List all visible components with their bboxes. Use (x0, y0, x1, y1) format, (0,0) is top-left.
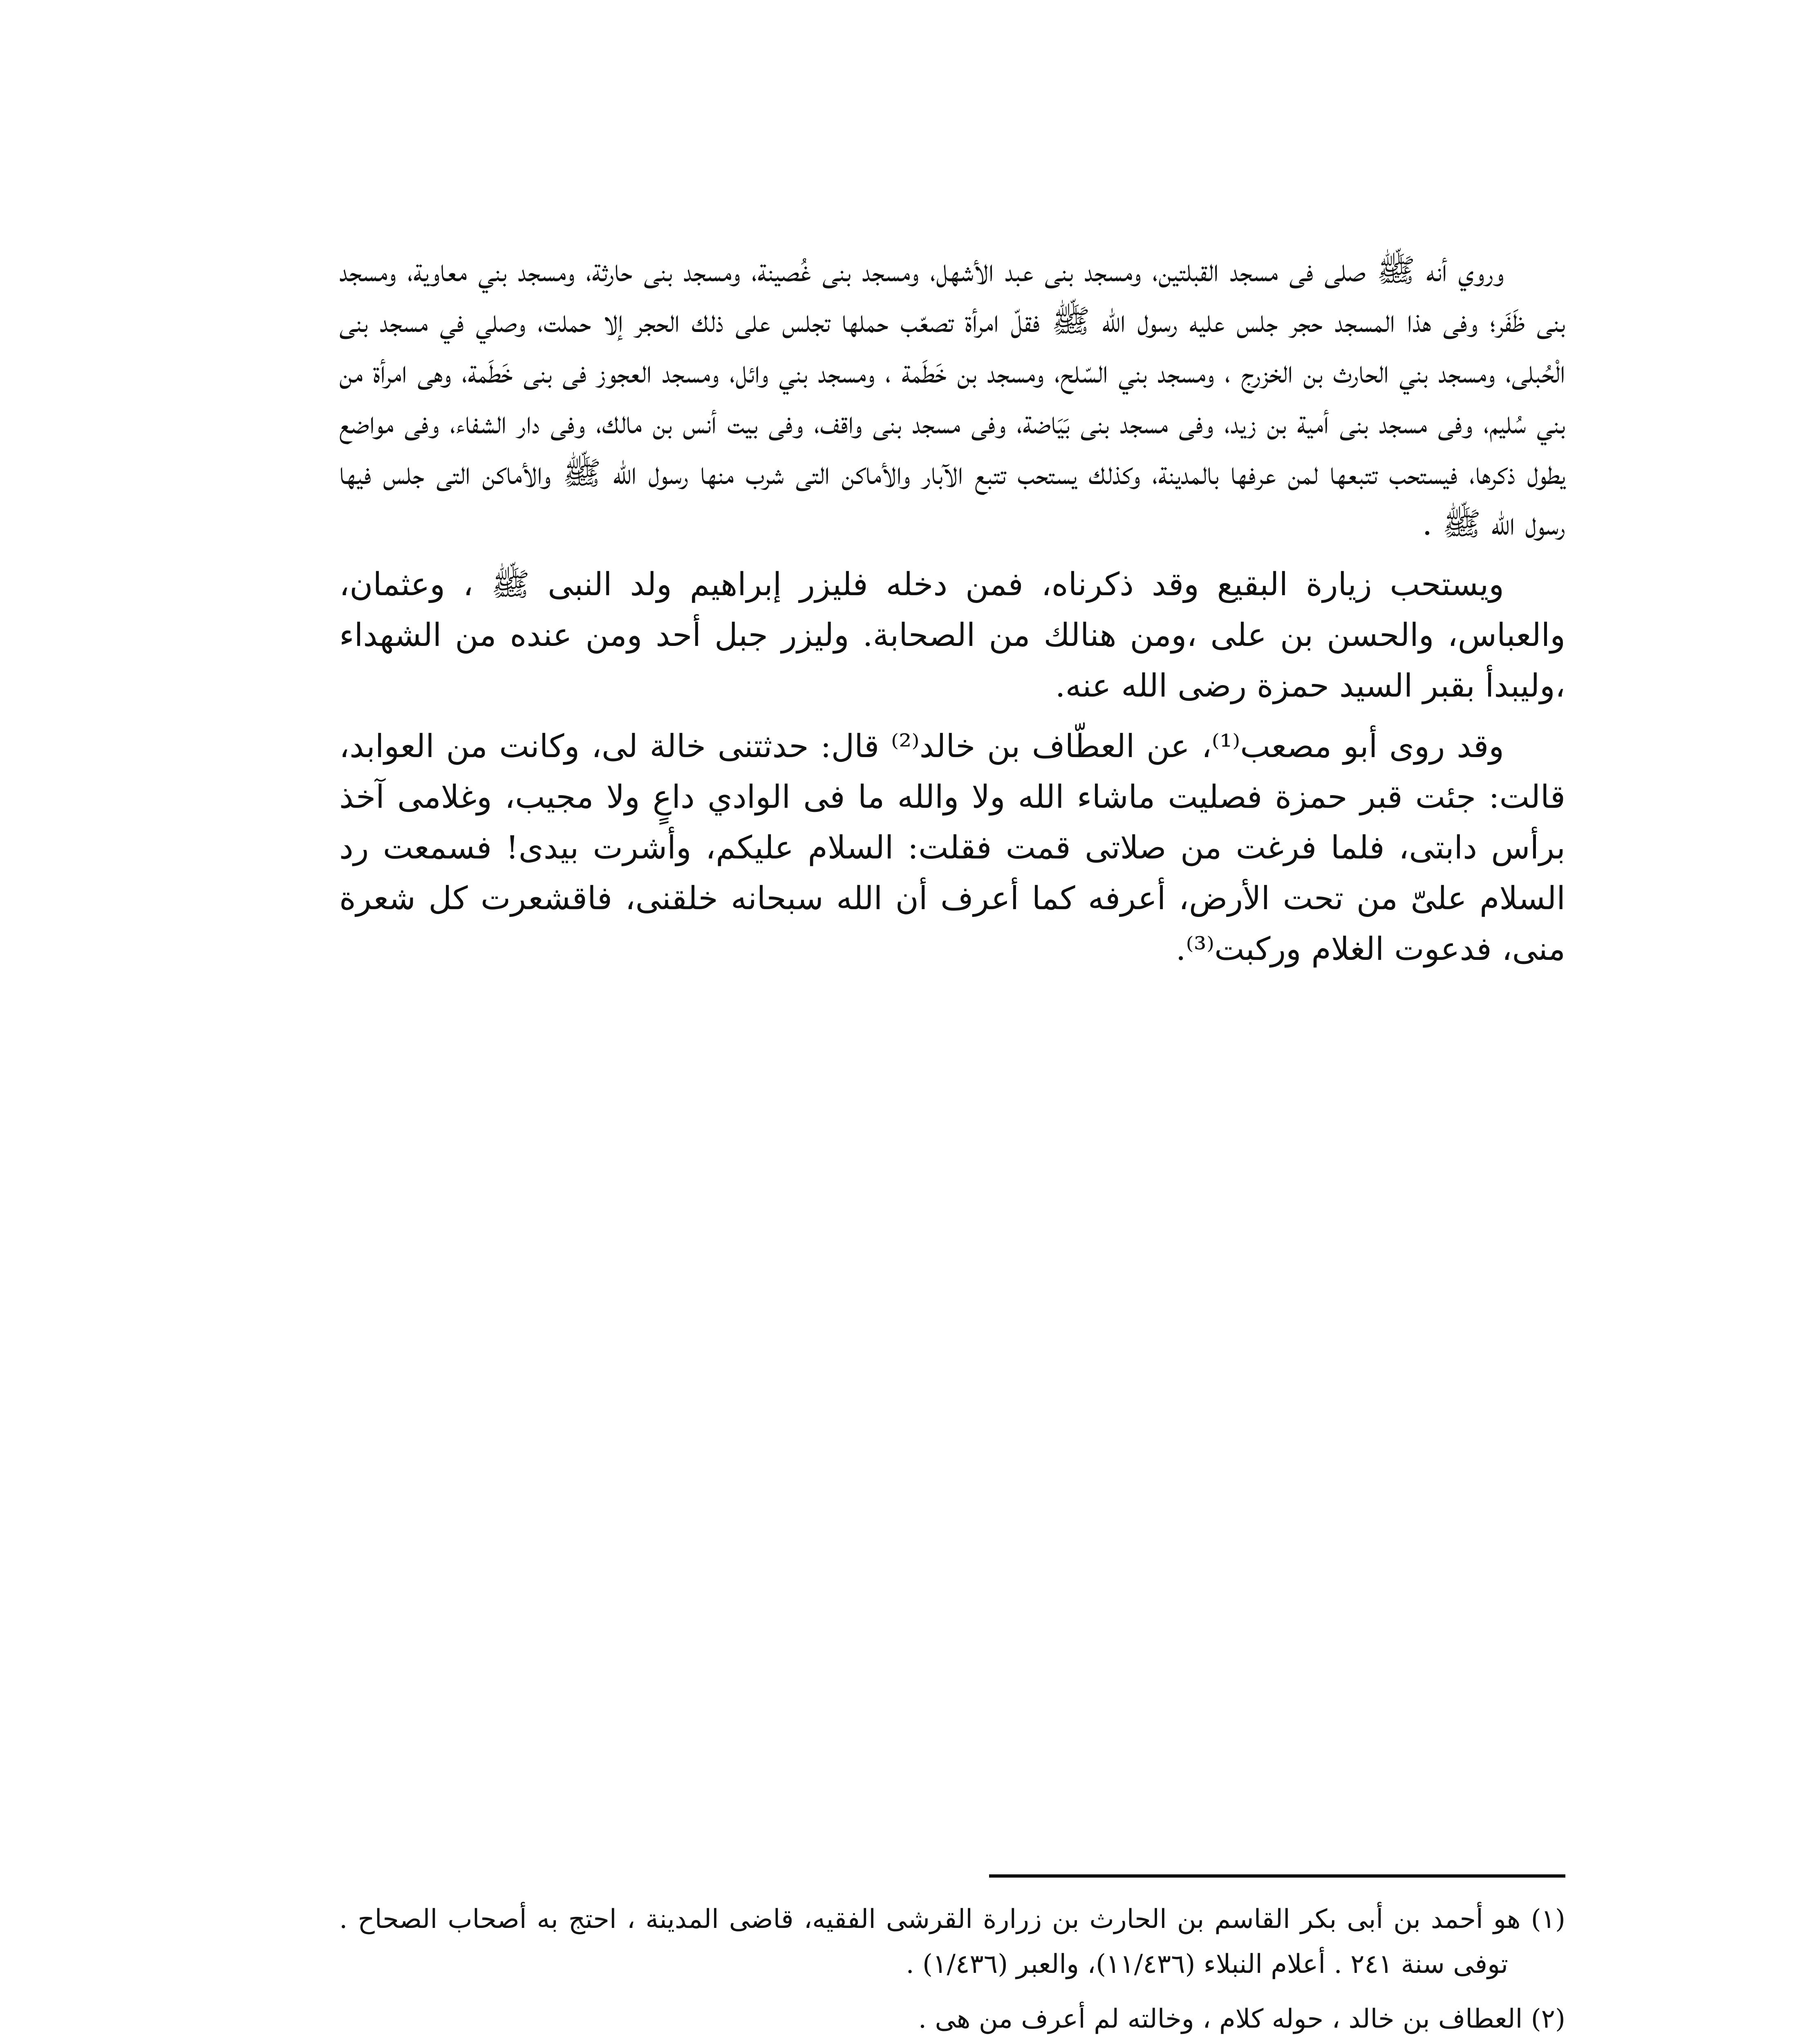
footnote-separator (989, 1874, 1565, 1878)
footnote-2: (٢) العطاف بن خالد ، حوله كلام ، وخالته لم أعرف من هى . (918, 2004, 1565, 2034)
main-text (339, 245, 1565, 984)
paragraph-hamza-story: وقد روى أبو مصعب⁽¹⁾، عن العطّاف بن خالد⁽²⁾ قال: حدثتنى خالة لى، وكانت من العوابد، قالت: جئت قبر حمزة فصليت ماشاء الله ولا والله ما فى الوادي داعٍ ولا مجيب، وغلامى آخذ برأس دابتى، فلما فرغت من صلاتى قمت فقلت: السلام عليكم، وأشرت بيدى! فسمعت رد السلام علىّ من تحت الأرض، أعرفه كما أعرف أن الله سبحانه خلقنى، فاقشعرت كل شعرة منى، فدعوت الغلام وركبت⁽³⁾. (339, 728, 1565, 968)
footnote-1: (١) هو أحمد بن أبى بكر القاسم بن الحارث بن زرارة القرشى الفقيه، قاضى المدينة ، احتج به أصحاب الصحاح . توفى سنة ٢٤١ . أعلام النبلاء (١١/٤٣٦)، والعبر (١/٤٣٦) . (339, 1904, 1566, 1979)
paragraph-baqi: ويستحب زيارة البقيع وقد ذكرناه، فمن دخله فليزر إبراهيم ولد النبى ﷺ ، وعثمان، والعباس، والحسن بن على ،ومن هنالك من الصحابة. وليزر جبل أحد ومن عنده من الشهداء ،وليبدأ بقبر السيد حمزة رضى الله عنه. (339, 566, 1565, 704)
paragraph-mosques: وروي أنه ﷺ صلى فى مسجد القبلتين، ومسجد بنى عبد الأشهل، ومسجد بنى غُصينة، ومسجد بنى حارثة، ومسجد بني معاوية، ومسجد بنى ظَفَر؛ وفى هذا المسجد حجر جلس عليه رسول الله ﷺ فقلّ امرأة تصعّب حملها تجلس على ذلك الحجر إلا حملت، وصلي في مسجد بنى الْحُبلى، ومسجد بني الحارث بن الخزرج ، ومسجد بني السّلح، ومسجد بن خَطَمة ، ومسجد بني وائل، ومسجد العجوز فى بنى خَطَمة، وهى امرأة من بني سُليم، وفى مسجد بنى أمية بن زيد، وفى مسجد بنى بَيَاضة، وفى مسجد بنى واقف، وفى بيت أنس بن مالك، وفى دار الشفاء، وفى مواضع يطول ذكرها، فيستحب تتبعها لمن عرفها بالمدينة، وكذلك يستحب تتبع الآبار والأماكن التى شرب منها رسول الله ﷺ والأماكن التى جلس فيها رسول الله ﷺ . (339, 252, 1565, 542)
footnotes (339, 1897, 1565, 2044)
